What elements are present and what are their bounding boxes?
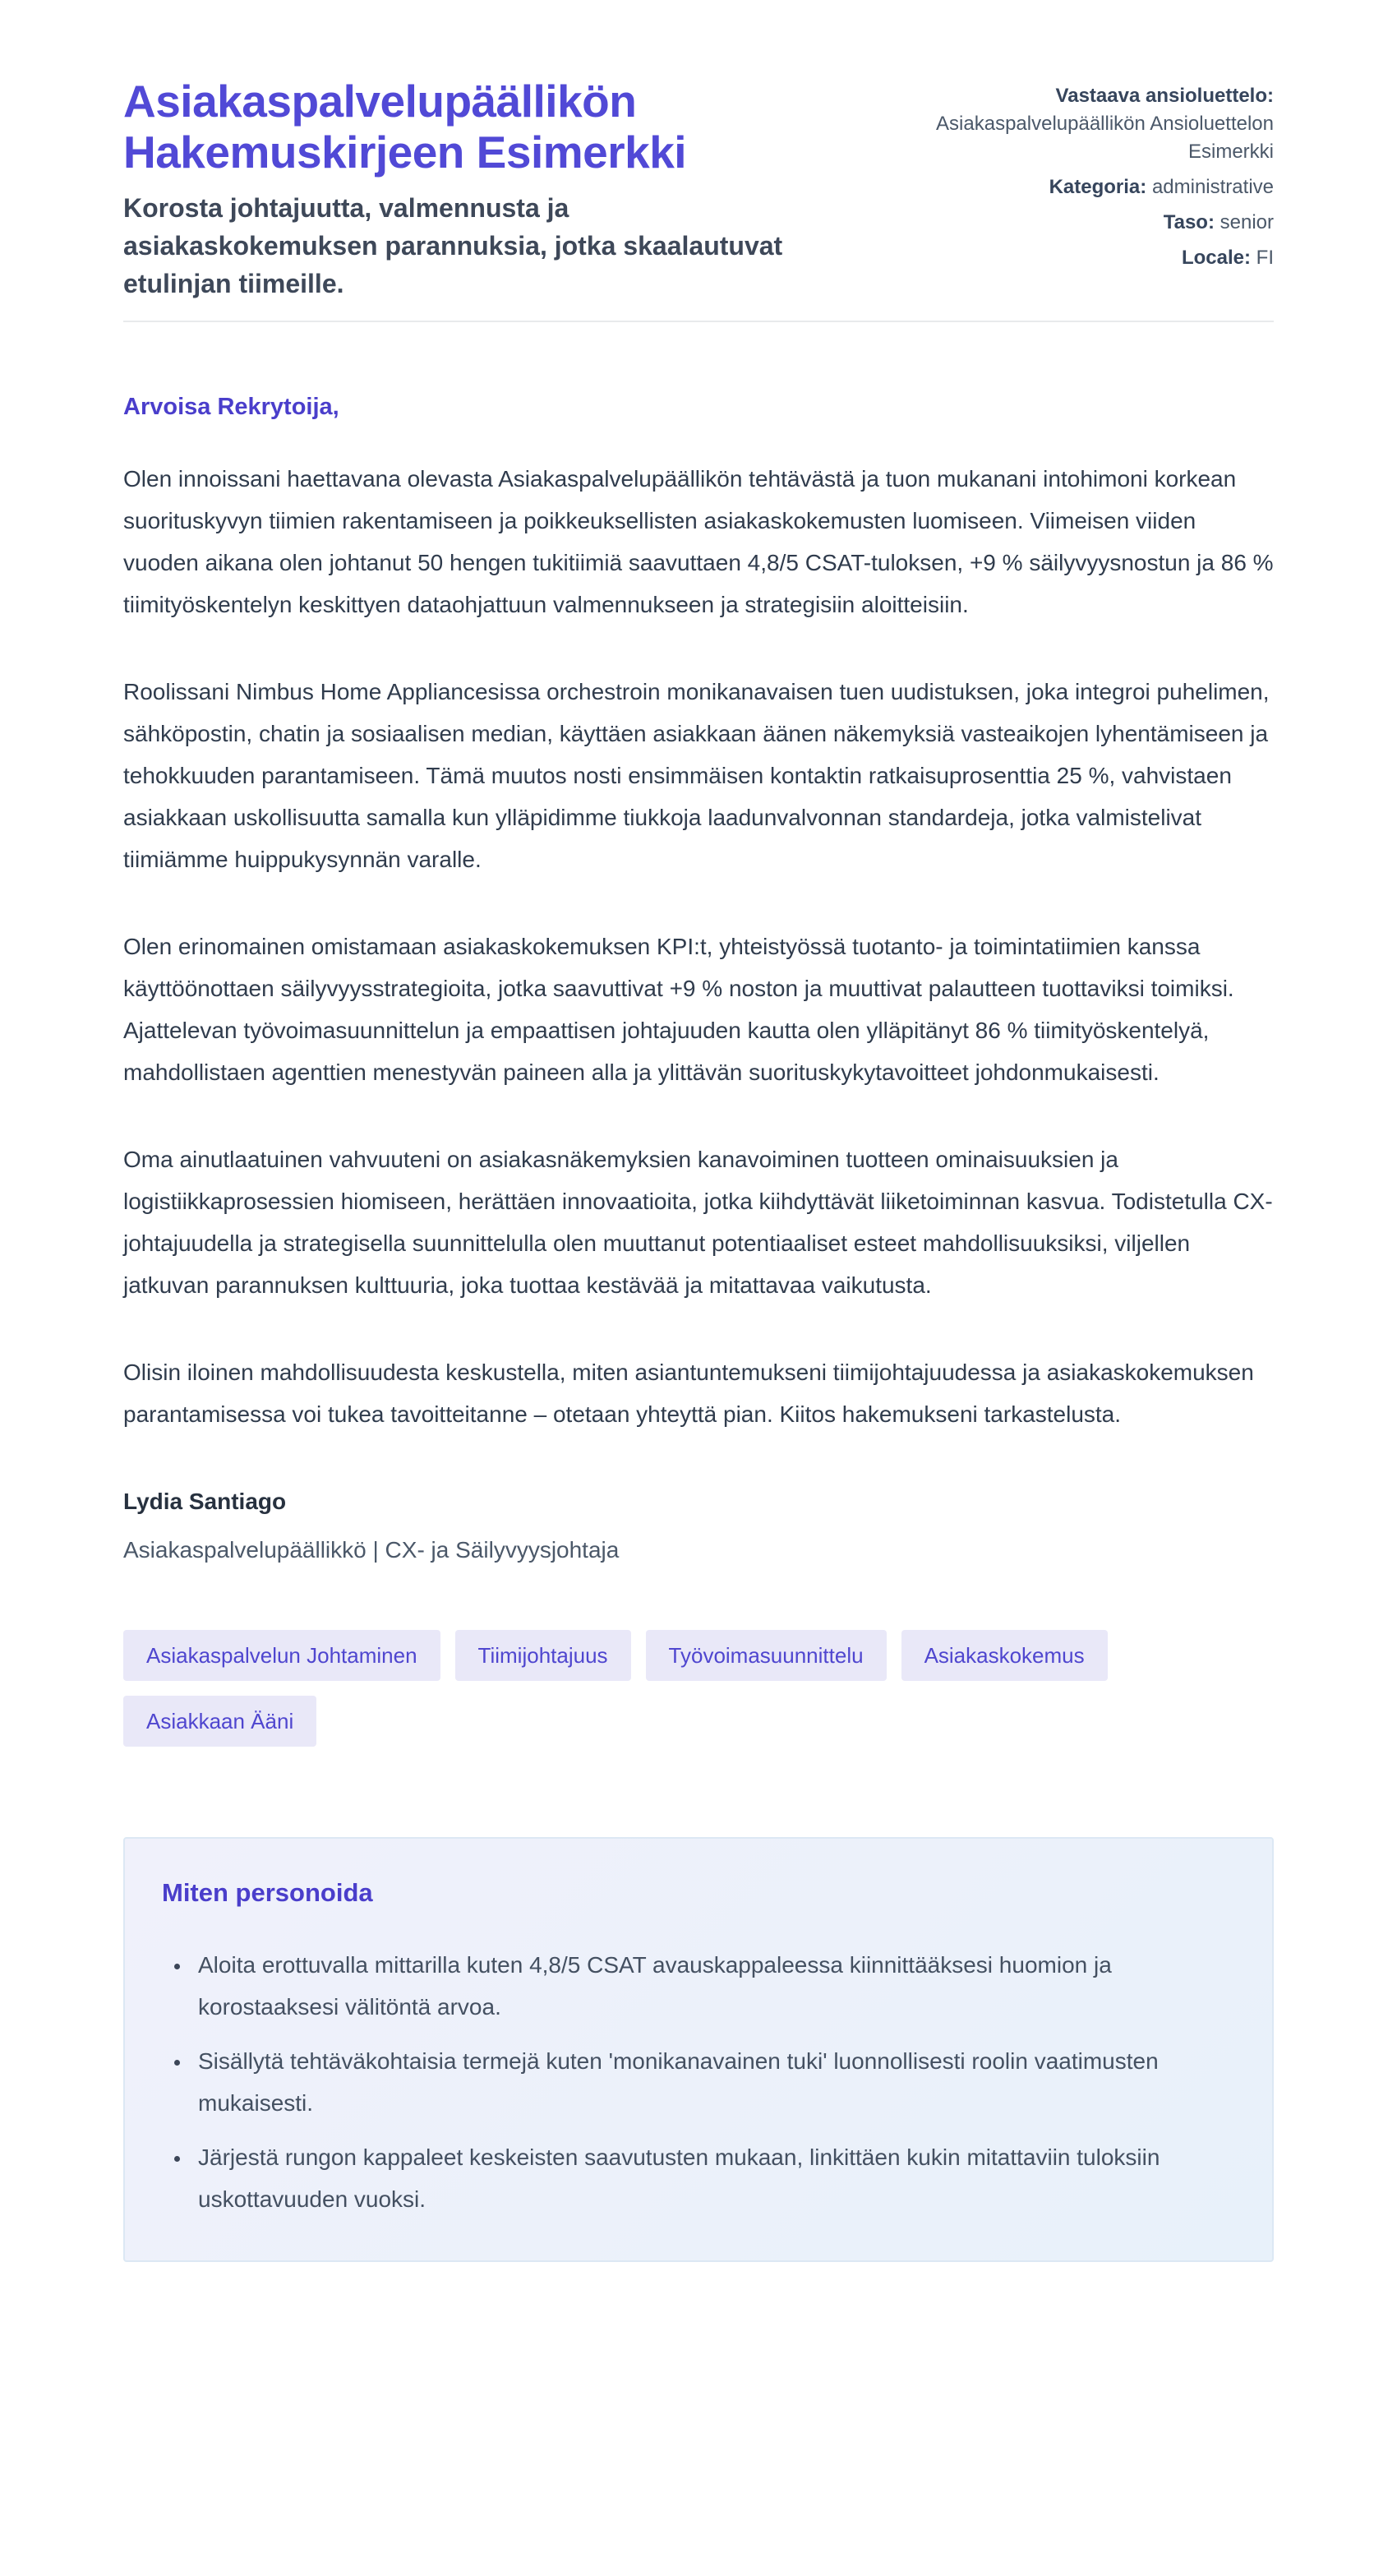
meta-locale-label: Locale: (1181, 247, 1251, 269)
letter-paragraph: Olen innoissani haettavana olevasta Asiakaspalvelupäällikön tehtävästä ja tuon mukanani intohimoni korkean suorituskyvyn tiimien rakentamiseen ja poikkeuksellisten asiakaskokemusten luomiseen. Viimeisen viiden vuoden aikana olen johtanut 50 hengen tukitiimiä saavuttaen 4,8/5 CSAT-tuloksen, +9 % säilyvyysnostun ja 86 % tiimityöskentelyn keskittyen dataohjattuun valmennukseen ja strategisiin aloitteisiin. (123, 466, 1274, 618)
signature-name: Lydia Santiago (123, 1489, 287, 1515)
meta-level-value: senior (1219, 211, 1274, 233)
tip-item: • Sisällytä tehtäväkohtaisia termejä kuten 'monikanavainen tuki' luonnollisesti roolin vaatimusten mukaisesti. (191, 2040, 1197, 2124)
page-subtitle: Korosta johtajuutta, valmennusta ja asiakaskokemuksen parannuksia, jotka skaalautuvat etulinjan tiimeille. (123, 193, 783, 299)
signature-block (123, 1480, 1274, 1571)
meta-panel (888, 76, 1274, 302)
signature-role: Asiakaspalvelupäällikkö | CX- ja Säilyvyysjohtaja (123, 1537, 620, 1563)
letter-paragraph: Olen erinomainen omistamaan asiakaskokemuksen KPI:t, yhteistyössä tuotanto- ja toimintatiimien kanssa käyttöönottaen säilyvyysstrategioita, jotka saavuttivat +9 % noston ja muuttivat palautteen tuottaviksi toimiksi. Ajattelevan työvoimasuunnittelun ja empaattisen johtajuuden kautta olen ylläpitänyt 86 % tiimityöskentelyä, mahdollistaen agenttien menestyvän paineen alla ja ylittävän suorituskykytavoitteet johdonmukaisesti. (123, 934, 1234, 1086)
letter-paragraph: Olisin iloinen mahdollisuudesta keskustella, miten asiantuntemukseni tiimijohtajuudessa ja asiakaskokemuksen parantamisessa voi tukea tavoitteitanne – otetaan yhteyttä pian. Kiitos hakemukseni tarkastelusta. (123, 1360, 1254, 1428)
header-divider (123, 321, 1274, 322)
skill-tag[interactable]: Asiakkaan Ääni (123, 1696, 316, 1747)
meta-row-locale (888, 244, 1274, 272)
tips-title: Miten personoida (162, 1878, 373, 1908)
letter-paragraph: Oma ainutlaatuinen vahvuuteni on asiakasnäkemyksien kanavoiminen tuotteen ominaisuuksien ja logistiikkaprosessien hiomiseen, herättäen innovaatioita, jotka kiihdyttävät liiketoiminnan kasvua. Todistetulla CX-johtajuudella ja strategisella suunnittelulla olen muuttanut potentiaaliset esteet mahdollisuuksiksi, viljellen jatkuvan parannuksen kulttuuria, joka tuottaa kestävää ja mitattavaa vaikutusta. (123, 1147, 1273, 1299)
meta-locale-value: FI (1256, 247, 1274, 269)
letter-greeting: Arvoisa Rekrytoija, (123, 394, 339, 421)
skill-tag-list (123, 1630, 1192, 1747)
skill-tag[interactable]: Tiimijohtajuus (455, 1630, 631, 1681)
meta-resume-label: Vastaava ansioluettelo: (1055, 85, 1274, 107)
skill-tag[interactable]: Työvoimasuunnittelu (646, 1630, 887, 1681)
page-title: Asiakaspalvelupäällikön Hakemuskirjeen Esimerkki (123, 76, 687, 178)
skill-tag[interactable]: Asiakaspalvelun Johtaminen (123, 1630, 440, 1681)
tips-list (162, 1944, 1197, 2220)
personalization-tips-box (123, 1837, 1274, 2262)
meta-row-level (888, 209, 1274, 237)
skill-tag[interactable]: Asiakaskokemus (901, 1630, 1108, 1681)
tip-item: • Aloita erottuvalla mittarilla kuten 4,8/5 CSAT avauskappaleessa kiinnittääksesi huomion ja korostaaksesi välitöntä arvoa. (191, 1944, 1197, 2028)
meta-resume-link[interactable]: Asiakaspalvelupäällikön Ansioluettelon Esimerkki (936, 113, 1274, 163)
meta-level-label: Taso: (1163, 211, 1215, 233)
meta-category-value: administrative (1151, 176, 1274, 198)
header-title-block (123, 76, 838, 302)
meta-category-label: Kategoria: (1049, 176, 1147, 198)
letter-body (123, 386, 1274, 1571)
page-header (123, 76, 1274, 302)
meta-row-category (888, 173, 1274, 201)
tip-item: • Järjestä rungon kappaleet keskeisten saavutusten mukaan, linkittäen kukin mitattaviin tuloksiin uskottavuuden vuoksi. (191, 2136, 1197, 2220)
letter-paragraph: Roolissani Nimbus Home Appliancesissa orchestroin monikanavaisen tuen uudistuksen, joka integroi puhelimen, sähköpostin, chatin ja sosiaalisen median, käyttäen asiakkaan äänen näkemyksiä vasteaikojen lyhentämiseen ja tehokkuuden parantamiseen. Tämä muutos nosti ensimmäisen kontaktin ratkaisuprosenttia 25 %, vahvistaen asiakkaan uskollisuutta samalla kun ylläpidimme tiukkoja laadunvalvonnan standardeja, jotka valmistelivat tiimiämme huippukysynnän varalle. (123, 679, 1270, 873)
meta-row-resume (888, 82, 1274, 166)
